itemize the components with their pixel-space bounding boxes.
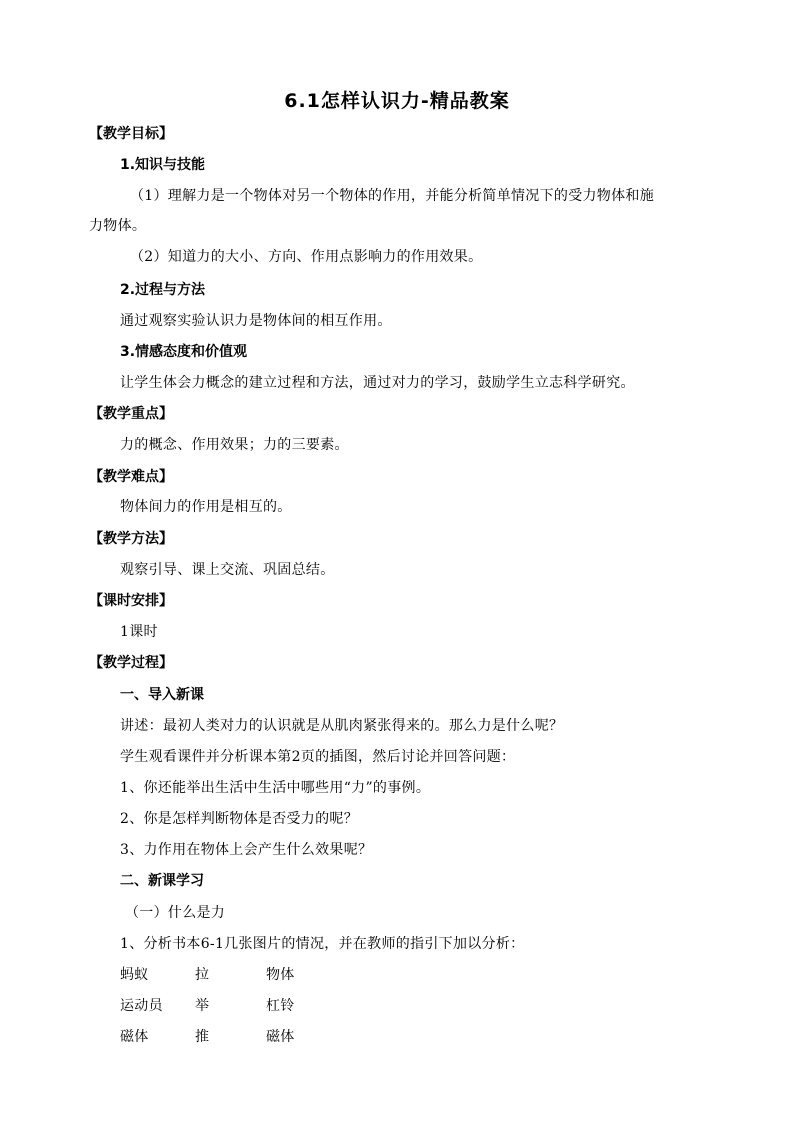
methods-heading: 【教学方法】 <box>89 531 173 547</box>
difficulties-text: 物体间力的作用是相互的。 <box>120 499 292 515</box>
goals-sub-knowledge: 1.知识与技能 <box>120 157 206 173</box>
goals-attitude-text: 让学生体会力概念的建立过程和方法，通过对力的学习，鼓励学生立志科学研究。 <box>120 375 635 391</box>
difficulties-heading: 【教学难点】 <box>89 469 173 485</box>
table-cell: 磁体 <box>266 1029 295 1045</box>
process-question-2: 2、你是怎样判断物体是否受力的呢？ <box>120 811 359 827</box>
table-cell: 物体 <box>266 967 295 983</box>
table-cell: 推 <box>195 1029 210 1045</box>
key-points-heading: 【教学重点】 <box>89 406 173 422</box>
process-question-1: 1、你还能举出生活中生活中哪些用“力”的事例。 <box>120 780 431 796</box>
schedule-heading: 【课时安排】 <box>89 593 173 609</box>
goals-sub-process: 2.过程与方法 <box>120 282 206 298</box>
methods-text: 观察引导、课上交流、巩固总结。 <box>120 562 335 578</box>
process-heading: 【教学过程】 <box>89 655 173 671</box>
table-cell: 运动员 <box>120 998 163 1014</box>
process-section-new: 二、新课学习 <box>120 873 204 889</box>
process-section-intro: 一、导入新课 <box>120 687 204 703</box>
table-cell: 蚂蚁 <box>120 967 149 983</box>
goals-heading: 【教学目标】 <box>89 126 173 142</box>
table-cell: 磁体 <box>120 1029 149 1045</box>
process-subsection-force: （一）什么是力 <box>125 905 226 921</box>
process-question-3: 3、力作用在物体上会产生什么效果呢？ <box>120 842 373 858</box>
process-intro-text: 讲述：最初人类对力的认识就是从肌肉紧张得来的。那么力是什么呢？ <box>120 718 564 734</box>
process-analysis-text: 1、分析书本6-1几张图片的情况，并在教师的指引下加以分析： <box>120 936 525 952</box>
process-intro-task: 学生观看课件并分析课本第2页的插图，然后讨论并回答问题： <box>120 749 516 765</box>
goals-process-text: 通过观察实验认识力是物体间的相互作用。 <box>120 313 392 329</box>
goals-sub-attitude: 3.情感态度和价值观 <box>120 344 248 360</box>
table-cell: 举 <box>195 998 210 1014</box>
document-title: 6.1怎样认识力-精品教案 <box>284 90 510 112</box>
table-cell: 拉 <box>195 967 210 983</box>
goals-item1-line1: （1）理解力是一个物体对另一个物体的作用，并能分析简单情况下的受力物体和施 <box>130 188 655 204</box>
goals-item1-line2: 力物体。 <box>89 218 147 234</box>
schedule-text: 1课时 <box>120 624 158 640</box>
key-points-text: 力的概念、作用效果；力的三要素。 <box>120 437 349 453</box>
goals-item2: （2）知道力的大小、方向、作用点影响力的作用效果。 <box>130 249 483 265</box>
table-cell: 杠铃 <box>266 998 295 1014</box>
